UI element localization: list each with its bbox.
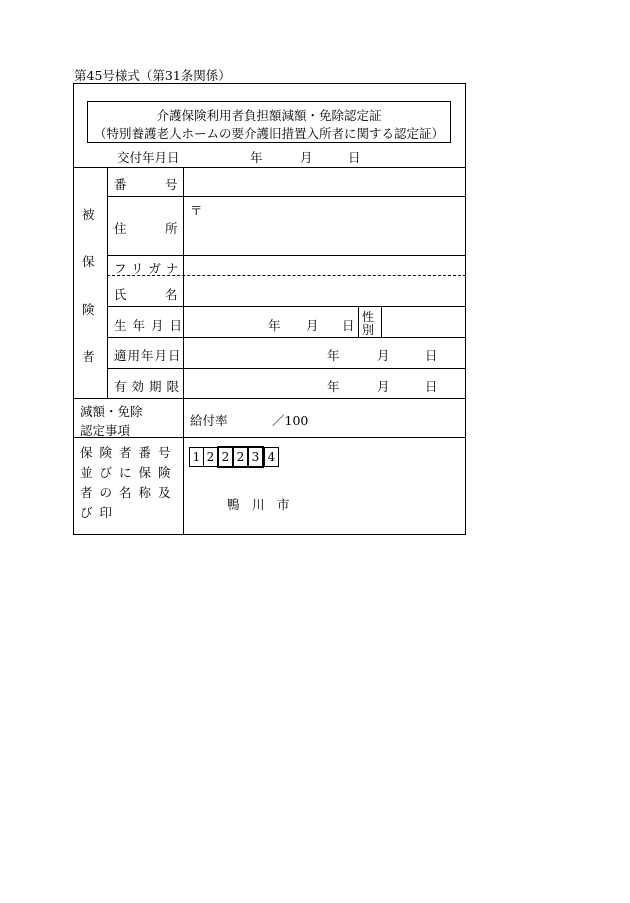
vline-side: [107, 167, 108, 398]
address-label-a: 住: [114, 221, 127, 236]
applied-month: 月: [377, 348, 390, 363]
sex-label-1: 性: [362, 310, 375, 324]
vline-label: [183, 167, 184, 535]
number-label-b: 号: [165, 177, 178, 192]
insurer-digit-2: 2: [203, 447, 218, 467]
postal-mark: 〒: [190, 203, 203, 218]
birth-label: 生年月日: [114, 318, 189, 333]
side-char-1: 被: [82, 207, 95, 222]
applied-label: 適用年月日: [114, 348, 182, 363]
number-label-a: 番: [114, 177, 127, 192]
applied-day: 日: [425, 348, 438, 363]
insurer-digit-5: 3: [248, 447, 263, 467]
title-line2: （特別養護老人ホームの要介護旧措置入所者に関する認定証）: [93, 126, 444, 141]
issue-day: 日: [348, 150, 361, 165]
hline-name: [107, 306, 466, 307]
vline-sex-left: [358, 306, 359, 337]
benefit-rate-value: ／100: [272, 413, 309, 428]
side-char-3: 険: [82, 302, 95, 317]
insurer-name: 鴨 川 市: [227, 497, 290, 512]
issue-date-label: 交付年月日: [117, 150, 180, 165]
name-label-b: 名: [165, 287, 178, 302]
hline-applied: [107, 368, 466, 369]
side-char-4: 者: [82, 349, 95, 364]
form-number: 第45号様式（第31条関係）: [74, 68, 231, 83]
valid-month: 月: [377, 379, 390, 394]
insurer-digit-1: 1: [189, 447, 204, 467]
hline-birth: [107, 337, 466, 338]
reduction-label-1: 減額・免除: [80, 404, 143, 419]
birth-year: 年: [268, 318, 281, 333]
valid-label: 有効期限: [114, 379, 185, 394]
issue-month: 月: [300, 150, 313, 165]
address-label-b: 所: [165, 221, 178, 236]
insurer-label-4: び印: [80, 505, 120, 520]
insurer-label-3: 者の名称及: [80, 485, 178, 500]
birth-day: 日: [342, 318, 355, 333]
insurer-digit-6: 4: [264, 447, 279, 467]
hline-issue: [73, 167, 466, 168]
valid-day: 日: [425, 379, 438, 394]
birth-month: 月: [306, 318, 319, 333]
hline-reduction: [73, 437, 466, 438]
reduction-label-2: 認定事項: [80, 423, 131, 438]
hline-valid: [73, 398, 466, 399]
benefit-rate-label: 給付率: [190, 413, 228, 428]
insurer-digit-3: 2: [218, 447, 233, 467]
issue-year: 年: [250, 150, 263, 165]
vline-sex-right: [381, 306, 382, 337]
insurer-digit-4: 2: [233, 447, 248, 467]
valid-year: 年: [327, 379, 340, 394]
insurer-label-2: 並びに保険: [80, 465, 178, 480]
side-char-2: 保: [82, 254, 95, 269]
hline-address: [107, 255, 466, 256]
furigana-label: フリガナ: [114, 261, 184, 276]
title-line1: 介護保険利用者負担額減額・免除認定証: [156, 108, 382, 123]
insurer-label-1: 保険者番号: [80, 445, 178, 460]
insurer-digit-highlight: [217, 446, 264, 468]
hline-number: [107, 196, 466, 197]
sex-label-2: 別: [362, 323, 375, 337]
name-label-a: 氏: [114, 287, 127, 302]
applied-year: 年: [327, 348, 340, 363]
title-box: [87, 101, 451, 143]
